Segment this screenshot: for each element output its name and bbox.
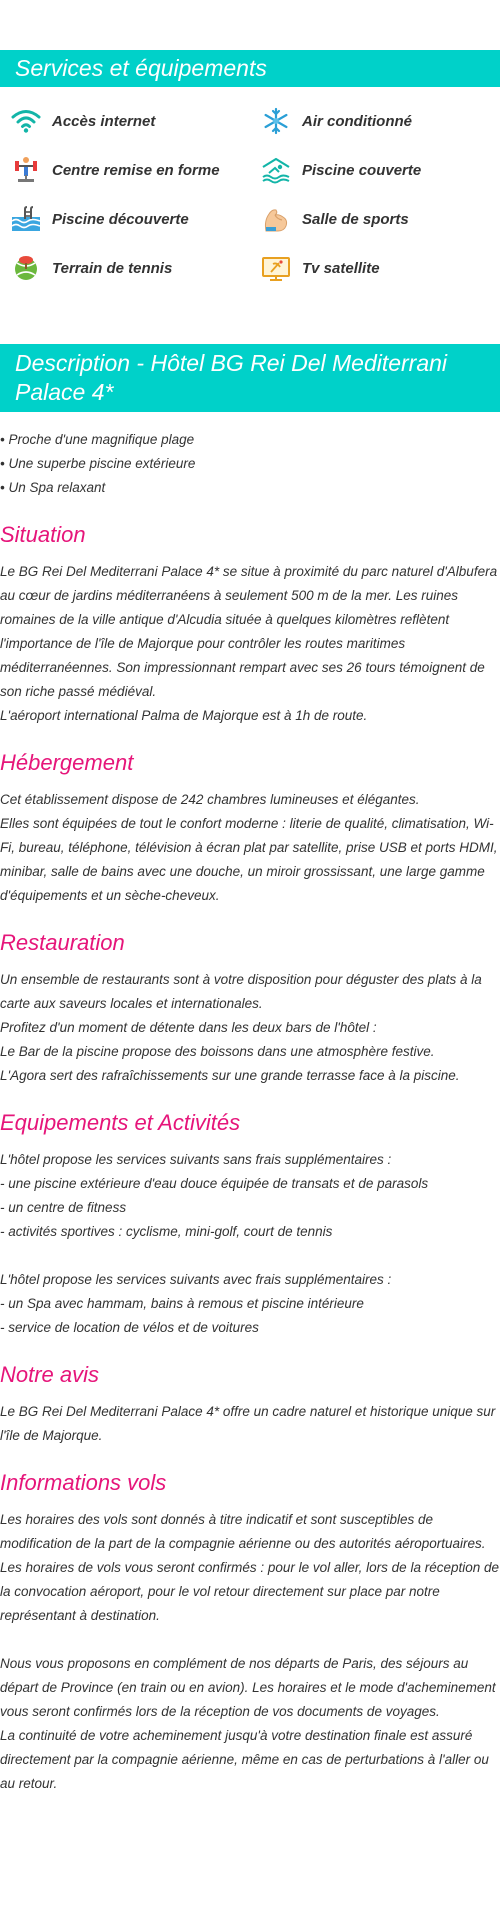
service-label: Tv satellite bbox=[302, 259, 380, 277]
section-title: Restauration bbox=[0, 930, 125, 955]
wifi-icon bbox=[10, 106, 42, 136]
list-item: • Proche d'une magnifique plage bbox=[0, 432, 195, 447]
services-title: Services et équipements bbox=[15, 55, 267, 81]
section-situation bbox=[0, 520, 500, 728]
service-item-fitness bbox=[10, 155, 220, 185]
section-text: Le BG Rei Del Mediterrani Palace 4* se situe à proximité du parc naturel d'Albufera au cœur de jardins méditerranéens à seulement 500 m de la mer. Les ruines romaines de la ville antique d'Alcudia située à quelques kilomètres reflètent l'importance de l'île de Majorque pour contrôler les routes maritimes méditerranéennes. Son impressionnant rempart avec ses 26 tours témoignent de son riche passé médiéval. L'aéroport international Palma de Majorque est à 1h de route. bbox=[0, 564, 498, 723]
service-item-outdoor-pool bbox=[10, 204, 189, 234]
section-title: Situation bbox=[0, 522, 86, 547]
fitness-icon bbox=[10, 155, 42, 185]
section-text: Les horaires des vols sont donnés à titre indicatif et sont susceptibles de modification de la part de la compagnie aérienne ou des autorités aéroportuaires. Les horaires de vols vous seront confirmés : pour le vol aller, lors de la réception de la convocation aéroport, pour le vol retour directement sur place par notre représentant à destination. Nous vous proposons en complément de nos départs de Paris, des séjours au départ de Province (en train ou en avion). Les horaires et le mode d'acheminement vous seront confirmés lors de la réception de vos documents de voyages. La continuité de votre acheminement jusqu'à votre destination finale est assuré directement par la compagnie aérienne, même en cas de perturbations à l'aller ou au retour. bbox=[0, 1512, 500, 1791]
list-item: • Un Spa relaxant bbox=[0, 480, 106, 495]
outdoor-pool-icon bbox=[10, 204, 42, 234]
service-label: Piscine découverte bbox=[52, 210, 189, 228]
tennis-icon bbox=[10, 253, 42, 283]
service-label: Centre remise en forme bbox=[52, 161, 220, 179]
service-item-air-conditioning bbox=[260, 106, 412, 136]
section-informations-vols bbox=[0, 1468, 500, 1796]
section-text: Le BG Rei Del Mediterrani Palace 4* offre un cadre naturel et historique unique sur l'île de Majorque. bbox=[0, 1404, 496, 1443]
service-label: Accès internet bbox=[52, 112, 156, 130]
service-item-gym bbox=[260, 204, 409, 234]
covered-pool-icon bbox=[260, 155, 292, 185]
service-item-satellite-tv bbox=[260, 253, 380, 283]
section-title: Equipements et Activités bbox=[0, 1110, 241, 1135]
service-label: Piscine couverte bbox=[302, 161, 422, 179]
service-item-tennis bbox=[10, 253, 172, 283]
section-text: Un ensemble de restaurants sont à votre disposition pour déguster des plats à la carte aux saveurs locales et internationales. Profitez d'un moment de détente dans les deux bars de l'hôtel : Le Bar de la piscine propose des boissons dans une atmosphère festive. L'Agora sert des rafraîchissements sur une grande terrasse face à la piscine. bbox=[0, 972, 482, 1083]
section-title: Notre avis bbox=[0, 1362, 100, 1387]
description-heading bbox=[0, 344, 500, 412]
section-equipements bbox=[0, 1108, 500, 1340]
service-item-internet bbox=[10, 106, 155, 136]
snowflake-icon bbox=[260, 106, 292, 136]
section-text: Cet établissement dispose de 242 chambres lumineuses et élégantes. Elles sont équipées de tout le confort moderne : literie de qualité, climatisation, Wi-Fi, bureau, téléphone, télévision à écran plat par satellite, prise USB et ports HDMI, minibar, salle de bains avec une douche, un miroir grossissant, une large gamme d'équipements et un sèche-cheveux. bbox=[0, 792, 498, 903]
section-title: Informations vols bbox=[0, 1470, 167, 1495]
description-title: Description - Hôtel BG Rei Del Mediterrani Palace 4* bbox=[15, 350, 448, 405]
highlights-list bbox=[0, 428, 500, 500]
description-content bbox=[0, 428, 500, 1796]
services-heading bbox=[0, 50, 500, 87]
section-title: Hébergement bbox=[0, 750, 134, 775]
service-label: Terrain de tennis bbox=[52, 259, 173, 277]
section-notre-avis bbox=[0, 1360, 500, 1448]
list-item: • Une superbe piscine extérieure bbox=[0, 456, 196, 471]
section-hebergement bbox=[0, 748, 500, 908]
tv-icon bbox=[260, 253, 292, 283]
service-label: Salle de sports bbox=[302, 210, 409, 228]
service-item-covered-pool bbox=[260, 155, 421, 185]
section-text: L'hôtel propose les services suivants sans frais supplémentaires : - une piscine extérieure d'eau douce équipée de transats et de parasols - un centre de fitness - activités sportives : cyclisme, mini-golf, court de tennis L'hôtel propose les services suivants avec frais supplémentaires : - un Spa avec hammam, bains à remous et piscine intérieure - service de location de vélos et de voitures bbox=[0, 1152, 429, 1335]
section-restauration bbox=[0, 928, 500, 1088]
service-label: Air conditionné bbox=[302, 112, 412, 130]
muscle-icon bbox=[260, 204, 292, 234]
